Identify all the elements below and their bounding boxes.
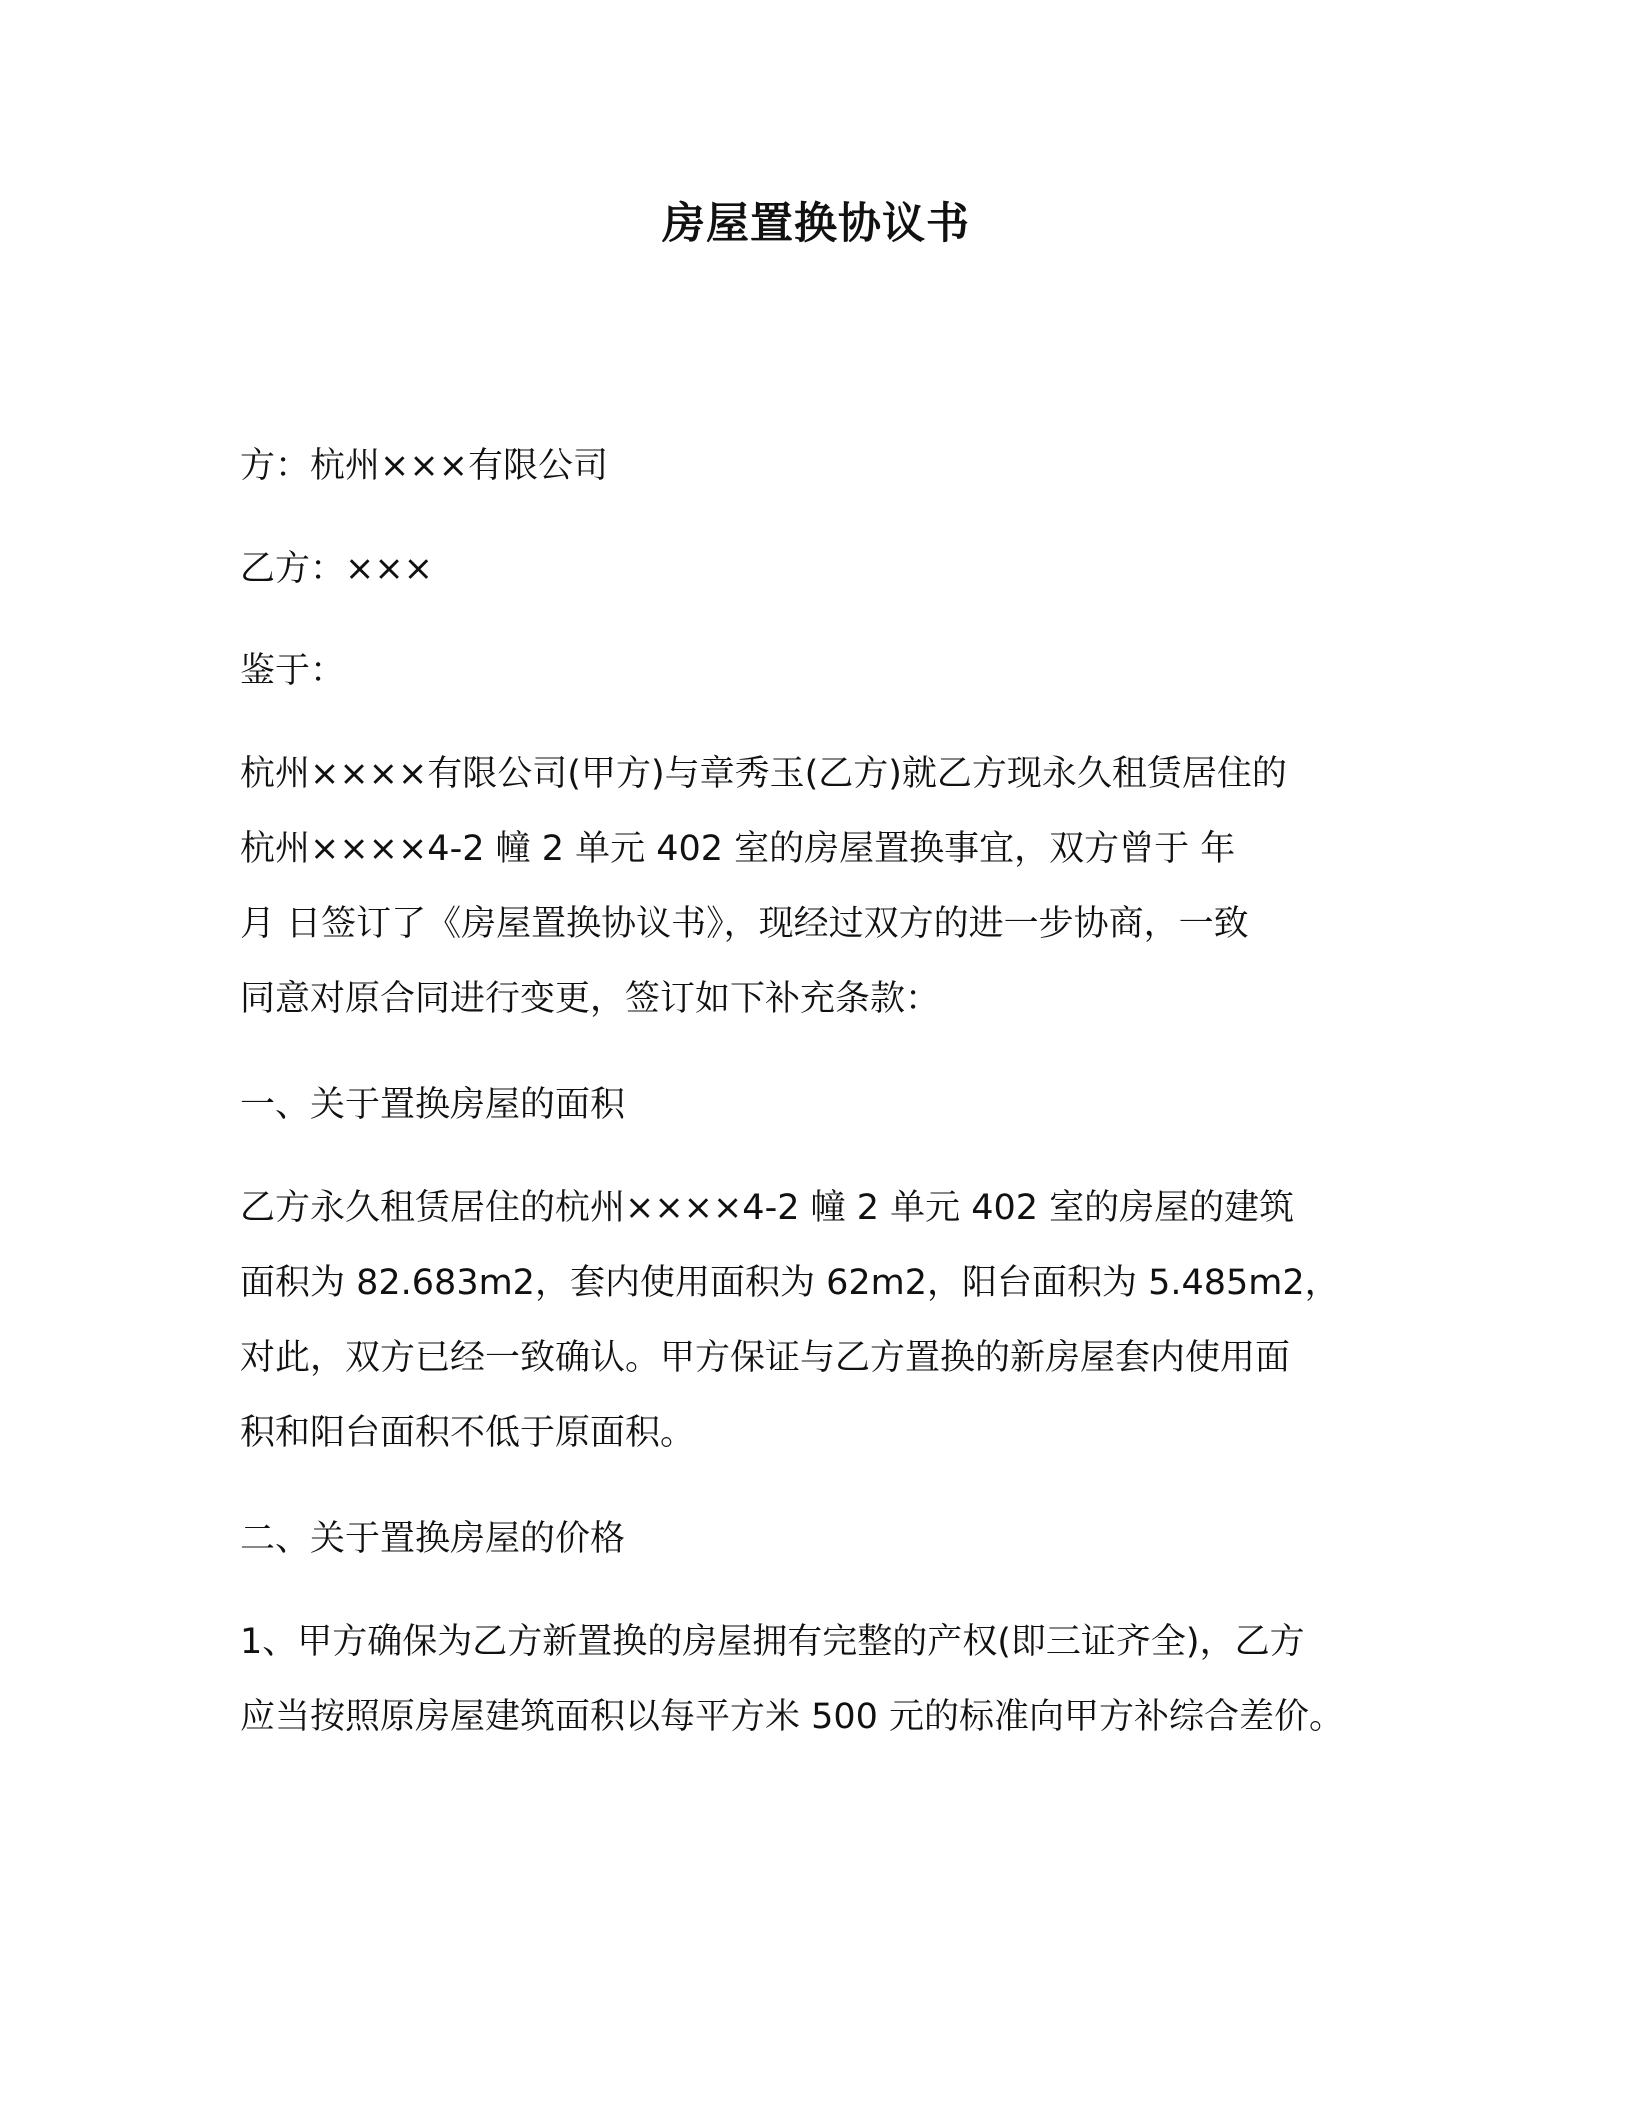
party-a-line: 方：杭州×××有限公司 [240, 446, 608, 486]
intro-line: 同意对原合同进行变更，签订如下补充条款： [240, 979, 941, 1019]
document-title: 房屋置换协议书 [662, 199, 970, 249]
section-2-line: 应当按照原房屋建筑面积以每平方米 500 元的标准向甲方补综合差价。 [240, 1697, 1345, 1737]
intro-line: 杭州××××4-2 幢 2 单元 402 室的房屋置换事宜，双方曾于 年 [240, 829, 1236, 869]
whereas-label: 鉴于： [240, 651, 346, 691]
party-b-line: 乙方：××× [240, 549, 433, 589]
section-2-heading: 二、关于置换房屋的价格 [240, 1519, 626, 1559]
section-1-line: 面积为 82.683m2，套内使用面积为 62m2，阳台面积为 5.485m2， [240, 1263, 1340, 1303]
section-1-line: 积和阳台面积不低于原面积。 [240, 1413, 696, 1453]
section-2-line: 1、甲方确保为乙方新置换的房屋拥有完整的产权(即三证齐全)，乙方 [240, 1622, 1305, 1662]
section-1-line: 对此，双方已经一致确认。甲方保证与乙方置换的新房屋套内使用面 [240, 1338, 1291, 1378]
intro-line: 月 日签订了《房屋置换协议书》，现经过双方的进一步协商，一致 [240, 904, 1249, 944]
intro-line: 杭州××××有限公司(甲方)与章秀玉(乙方)就乙方现永久租赁居住的 [240, 754, 1287, 794]
section-1-line: 乙方永久租赁居住的杭州××××4-2 幢 2 单元 402 室的房屋的建筑 [240, 1188, 1295, 1228]
section-1-heading: 一、关于置换房屋的面积 [240, 1085, 626, 1125]
